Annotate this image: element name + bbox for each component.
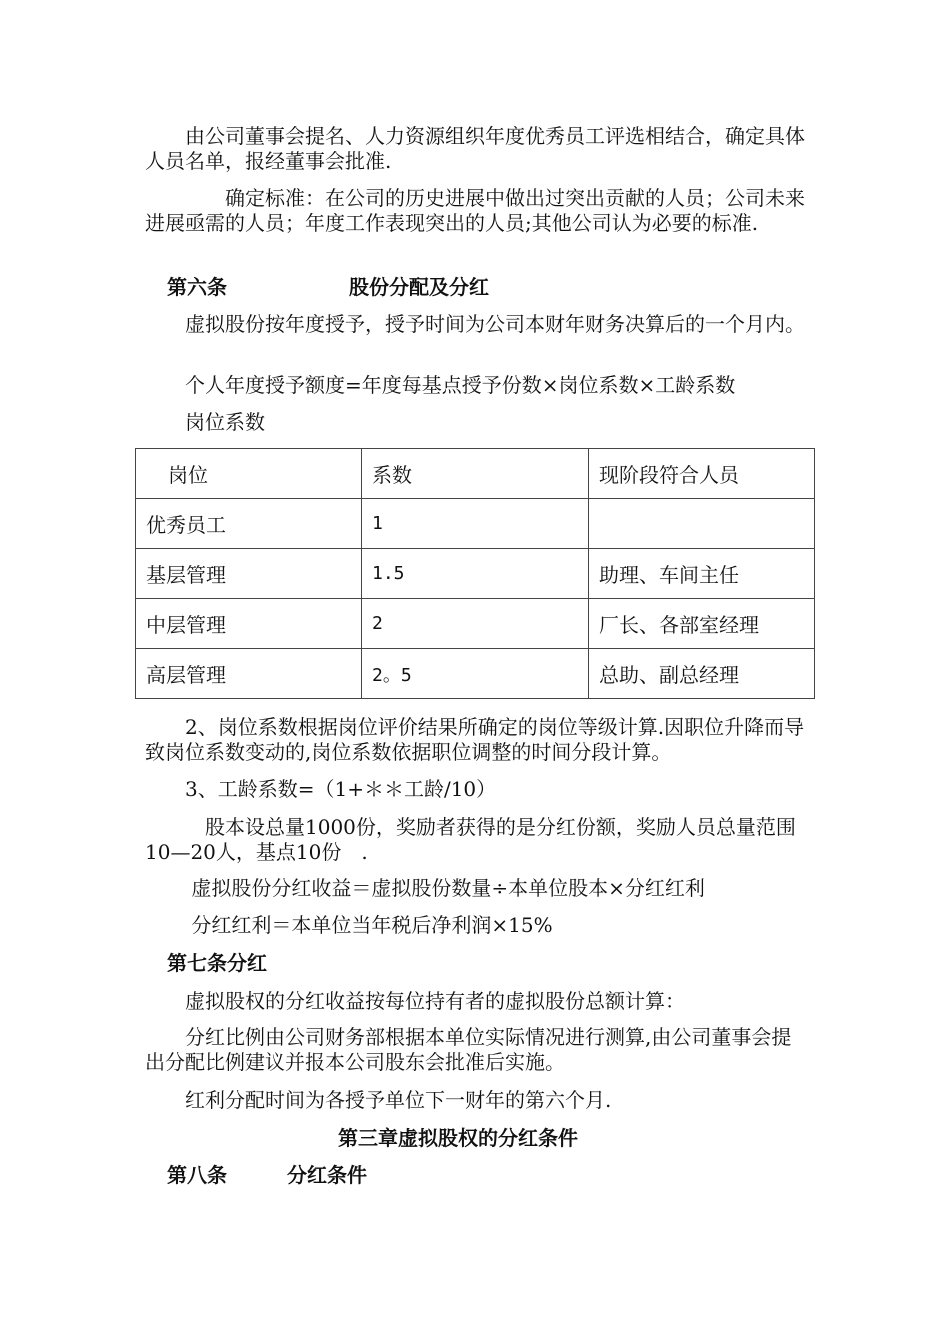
- paragraph-dividend-time: 红利分配时间为各授予单位下一财年的第六个月.: [145, 1088, 612, 1112]
- paragraph-coefficient-rule: 2、岗位系数根据岗位评价结果所确定的岗位等级计算.因职位升降而导致岗位系数变动的,岗位系数依据职位调整的时间分段计算。: [145, 715, 805, 764]
- table-header-coefficient: 系数: [362, 449, 589, 499]
- chapter-3-heading: 第三章虚拟股权的分红条件: [338, 1126, 578, 1150]
- paragraph-grant-formula: 个人年度授予额度=年度每基点授予份数×岗位系数×工龄系数: [145, 373, 736, 397]
- table-cell-position: 中层管理: [136, 599, 362, 649]
- table-cell-coefficient: 2。5: [362, 649, 589, 699]
- paragraph-nomination: 由公司董事会提名、人力资源组织年度优秀员工评选相结合，确定具体人员名单，报经董事会批准.: [145, 124, 805, 173]
- paragraph-dividend-profit: 分红红利＝本单位当年税后净利润×15%: [145, 913, 553, 937]
- paragraph-seniority-formula: 3、工龄系数=（1+＊＊工龄/10）: [145, 777, 497, 801]
- table-cell-coefficient: 1.5: [362, 549, 589, 599]
- table-cell-coefficient: 1: [362, 499, 589, 549]
- paragraph-share-capital: 股本设总量1000份，奖励者获得的是分红份额，奖励人员总量范围10—20人，基点10份 .: [145, 815, 796, 864]
- table-cell-eligible-staff: 助理、车间主任: [589, 549, 815, 599]
- paragraph-dividend-ratio: 分红比例由公司财务部根据本单位实际情况进行测算,由公司董事会提出分配比例建议并报本公司股东会批准后实施。: [145, 1025, 792, 1074]
- table-header-position: 岗位: [136, 449, 362, 499]
- table-header-row: [136, 449, 815, 499]
- table-row: [136, 649, 815, 699]
- table-cell-eligible-staff: 厂长、各部室经理: [589, 599, 815, 649]
- table-cell-position: 基层管理: [136, 549, 362, 599]
- table-header-eligible-staff: 现阶段符合人员: [589, 449, 815, 499]
- table-cell-eligible-staff: [589, 499, 815, 549]
- paragraph-dividend-calculation: 虚拟股权的分红收益按每位持有者的虚拟股份总额计算：: [145, 989, 685, 1013]
- table-row: [136, 549, 815, 599]
- paragraph-position-coefficient: 岗位系数: [145, 410, 265, 434]
- table-row: [136, 499, 815, 549]
- article-8-title: 分红条件: [287, 1163, 367, 1187]
- table-cell-position: 优秀员工: [136, 499, 362, 549]
- table-cell-position: 高层管理: [136, 649, 362, 699]
- table-cell-eligible-staff: 总助、副总经理: [589, 649, 815, 699]
- position-coefficient-table: [135, 448, 815, 699]
- table-row: [136, 599, 815, 649]
- article-6-number: 第六条: [167, 275, 227, 299]
- article-6-title: 股份分配及分红: [349, 275, 489, 299]
- article-7-heading: 第七条分红: [167, 951, 267, 975]
- paragraph-dividend-income: 虚拟股份分红收益＝虚拟股份数量÷本单位股本×分红红利: [145, 876, 705, 900]
- article-8-number: 第八条: [167, 1163, 227, 1187]
- paragraph-grant-timing: 虚拟股份按年度授予，授予时间为公司本财年财务决算后的一个月内。: [145, 312, 805, 336]
- table-cell-coefficient: 2: [362, 599, 589, 649]
- paragraph-criteria: 确定标准：在公司的历史进展中做出过突出贡献的人员；公司未来进展亟需的人员；年度工作表现突出的人员;其他公司认为必要的标准.: [145, 186, 805, 235]
